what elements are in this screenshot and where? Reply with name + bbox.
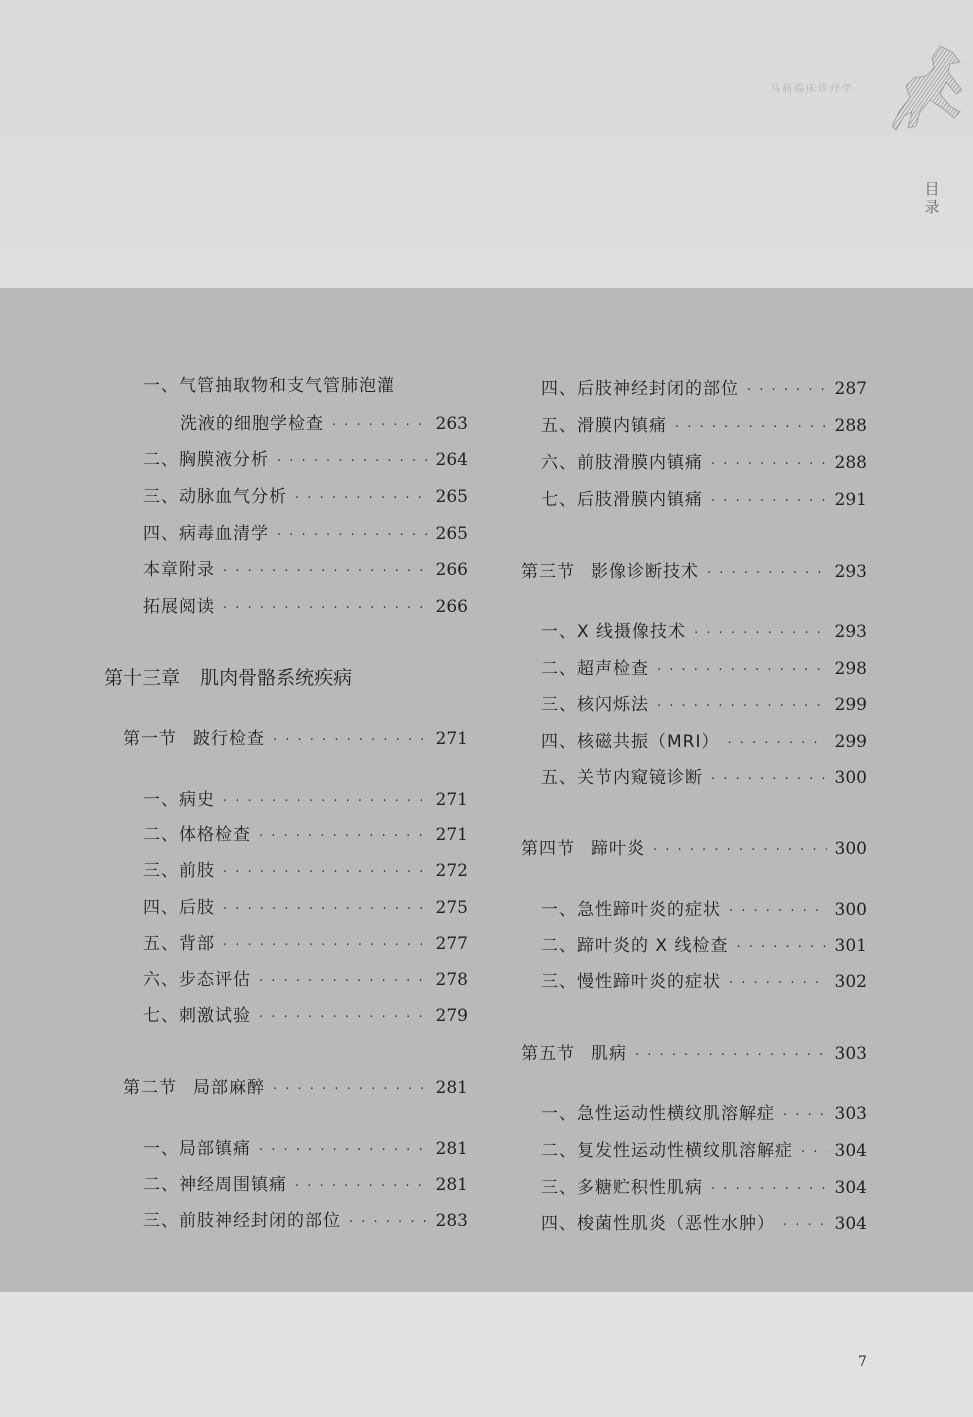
toc-page-number: 283 [435,1211,468,1231]
toc-entry[interactable] [143,786,468,814]
toc-page-number: 304 [834,1141,867,1161]
section-heading[interactable] [123,1074,468,1102]
section-heading[interactable] [521,558,867,586]
toc-entry[interactable] [541,896,867,924]
toc-page-number: 287 [834,379,867,399]
toc-page-number: 302 [834,972,867,992]
dot-leader [223,788,428,816]
dot-leader [223,896,428,924]
section-heading[interactable] [123,725,468,753]
toc-entry[interactable] [541,968,867,996]
toc-entry[interactable] [143,1002,468,1030]
toc-entry-label: 二、体格检查 [143,825,251,845]
dot-leader [277,522,428,550]
dot-leader [694,620,826,648]
dot-leader [707,560,827,588]
toc-entry-label: 二、超声检查 [541,659,649,679]
page-number: 7 [858,1354,867,1370]
horse-icon [890,42,968,142]
toc-page-number: 266 [435,597,468,617]
toc-page-number: 299 [834,732,867,752]
toc-page-number: 281 [435,1139,468,1159]
dot-leader [259,968,428,996]
toc-entry-label: 四、病毒血清学 [143,524,269,544]
toc-page-number: 281 [435,1078,468,1098]
dot-leader [259,1137,428,1165]
toc-page-number: 303 [834,1104,867,1124]
toc-page-number: 265 [435,487,468,507]
dot-leader [273,1076,428,1104]
toc-page-number: 300 [834,768,867,788]
page-top-area [0,0,973,288]
toc-page-number: 300 [834,839,867,859]
dot-leader [653,837,827,865]
dot-leader [729,898,827,926]
toc-page-number: 271 [435,825,468,845]
toc-entry-label: 四、核磁共振（MRI） [541,732,720,752]
dot-leader [711,1176,827,1204]
dot-leader [736,934,826,962]
dot-leader [223,932,428,960]
toc-entry[interactable] [143,446,468,474]
toc-page-number: 304 [834,1178,867,1198]
toc-entry-label: 五、背部 [143,934,215,954]
toc-entry[interactable] [143,930,468,958]
toc-entry-label: 三、动脉血气分析 [143,487,287,507]
section-title: 肌病 [591,1044,627,1064]
toc-page-number: 278 [435,970,468,990]
toc-entry-label: 三、核闪烁法 [541,695,649,715]
chapter-number: 第十三章 [104,667,181,689]
toc-page-number: 272 [435,861,468,881]
toc-entry[interactable] [541,449,867,477]
toc-entry-label: 洗液的细胞学检查 [180,414,324,434]
toc-page-number: 288 [834,453,867,473]
section-title: 影像诊断技术 [591,562,699,582]
toc-entry-label: 三、前肢 [143,861,215,881]
toc-entry[interactable] [541,728,867,756]
toc-entry-label: 二、蹄叶炎的 X 线检查 [541,936,729,956]
dot-leader [747,377,827,405]
toc-entry-label: 四、梭菌性肌炎（恶性水肿） [541,1214,775,1234]
dot-leader [223,558,428,586]
toc-page-number: 264 [435,450,468,470]
dot-leader [295,485,428,513]
toc-page-number: 299 [834,695,867,715]
toc-entry[interactable] [541,1137,867,1165]
chapter-title: 肌肉骨骼系统疾病 [200,667,353,689]
toc-entry-label: 拓展阅读 [143,597,215,617]
dot-leader [277,448,428,476]
toc-entry-label: 五、关节内窥镜诊断 [541,768,703,788]
dot-leader [728,730,827,758]
toc-page-number: 291 [834,490,867,510]
dot-leader [349,1209,428,1237]
toc-entry-label: 五、滑膜内镇痛 [541,416,667,436]
toc-page-number: 263 [435,414,468,434]
toc-entry-label: 六、步态评估 [143,970,251,990]
dot-leader [711,451,827,479]
toc-entry-label: 七、后肢滑膜内镇痛 [541,490,703,510]
toc-entry[interactable] [541,932,867,960]
toc-page-number: 288 [834,416,867,436]
toc-page-number: 293 [834,562,867,582]
section-heading[interactable] [521,1040,867,1068]
toc-entry[interactable] [143,520,468,548]
dot-leader [729,970,827,998]
toc-entry-label: 六、前肢滑膜内镇痛 [541,453,703,473]
section-number: 第三节 [521,562,575,582]
section-title: 蹄叶炎 [591,839,645,859]
section-title: 局部麻醉 [193,1078,265,1098]
dot-leader [635,1042,827,1070]
toc-entry-label: 三、多糖贮积性肌病 [541,1178,703,1198]
dot-leader [273,727,428,755]
toc-page-number: 271 [435,790,468,810]
dot-leader [223,595,428,623]
toc-entry[interactable] [541,691,867,719]
toc-entry[interactable] [541,486,867,514]
page-bottom-area [0,1292,973,1417]
dot-leader [259,823,428,851]
toc-entry-label: 一、局部镇痛 [143,1139,251,1159]
toc-page-number: 301 [834,936,867,956]
dot-leader [657,693,827,721]
dot-leader [675,414,827,442]
toc-entry[interactable] [541,1174,867,1202]
toc-entry[interactable] [143,1135,468,1163]
section-number: 第五节 [521,1044,575,1064]
toc-entry-label: 一、X 线摄像技术 [541,622,687,642]
dot-leader [223,859,428,887]
running-title: 马病临床诊疗学 [770,84,854,95]
toc-entry-label: 三、前肢神经封闭的部位 [143,1211,341,1231]
chapter-heading[interactable] [104,663,352,693]
toc-page-number: 303 [834,1044,867,1064]
toc-entry-label: 二、胸膜液分析 [143,450,269,470]
toc-entry[interactable] [541,655,867,683]
toc-page-number: 281 [435,1175,468,1195]
section-number: 第二节 [123,1078,177,1098]
toc-entry[interactable] [541,764,867,792]
section-title: 跛行检查 [193,729,265,749]
toc-entry-label: 二、复发性运动性横纹肌溶解症 [541,1141,793,1161]
toc-entry[interactable] [541,1210,867,1238]
toc-page-number: 298 [834,659,867,679]
toc-entry[interactable] [541,1100,867,1128]
toc-page-number: 300 [834,900,867,920]
dot-leader [783,1212,827,1240]
toc-entry[interactable] [143,483,468,511]
toc-entry[interactable] [143,966,468,994]
section-heading[interactable] [521,835,867,863]
toc-entry[interactable] [143,1171,468,1199]
toc-entry[interactable] [180,410,468,438]
toc-entry-label: 四、后肢神经封闭的部位 [541,379,739,399]
toc-entry-label: 七、刺激试验 [143,1006,251,1026]
toc-entry[interactable] [143,821,468,849]
toc-page-number: 277 [435,934,468,954]
toc-page-number: 279 [435,1006,468,1026]
toc-entry-label: 一、气管抽取物和支气管肺泡灌 [143,376,395,396]
dot-leader [801,1139,827,1167]
section-number: 第四节 [521,839,575,859]
dot-leader [657,657,827,685]
toc-entry[interactable] [143,894,468,922]
dot-leader [711,766,827,794]
toc-entry[interactable] [143,593,468,621]
section-number: 第一节 [123,729,177,749]
dot-leader [259,1004,428,1032]
toc-page-number: 275 [435,898,468,918]
toc-entry[interactable] [143,1207,468,1235]
toc-page-number: 293 [834,622,867,642]
toc-entry[interactable] [143,556,468,584]
toc-entry-label: 本章附录 [143,560,215,580]
toc-entry-label: 四、后肢 [143,898,215,918]
dot-leader [332,412,428,440]
toc-entry-label: 二、神经周围镇痛 [143,1175,287,1195]
toc-entry[interactable] [541,412,867,440]
toc-entry-label: 一、病史 [143,790,215,810]
toc-entry-label: 三、慢性蹄叶炎的症状 [541,972,721,992]
toc-page-number: 265 [435,524,468,544]
dot-leader [295,1173,428,1201]
dot-leader [783,1102,827,1130]
side-title: 目录 [924,180,940,216]
toc-entry[interactable] [541,618,867,646]
toc-entry[interactable] [143,857,468,885]
toc-entry-label: 一、急性蹄叶炎的症状 [541,900,721,920]
toc-page-number: 271 [435,729,468,749]
toc-entry[interactable] [541,375,867,403]
toc-page-number: 266 [435,560,468,580]
toc-entry-label: 一、急性运动性横纹肌溶解症 [541,1104,775,1124]
toc-entry-line1 [143,372,473,400]
dot-leader [711,488,827,516]
toc-page-number: 304 [834,1214,867,1234]
